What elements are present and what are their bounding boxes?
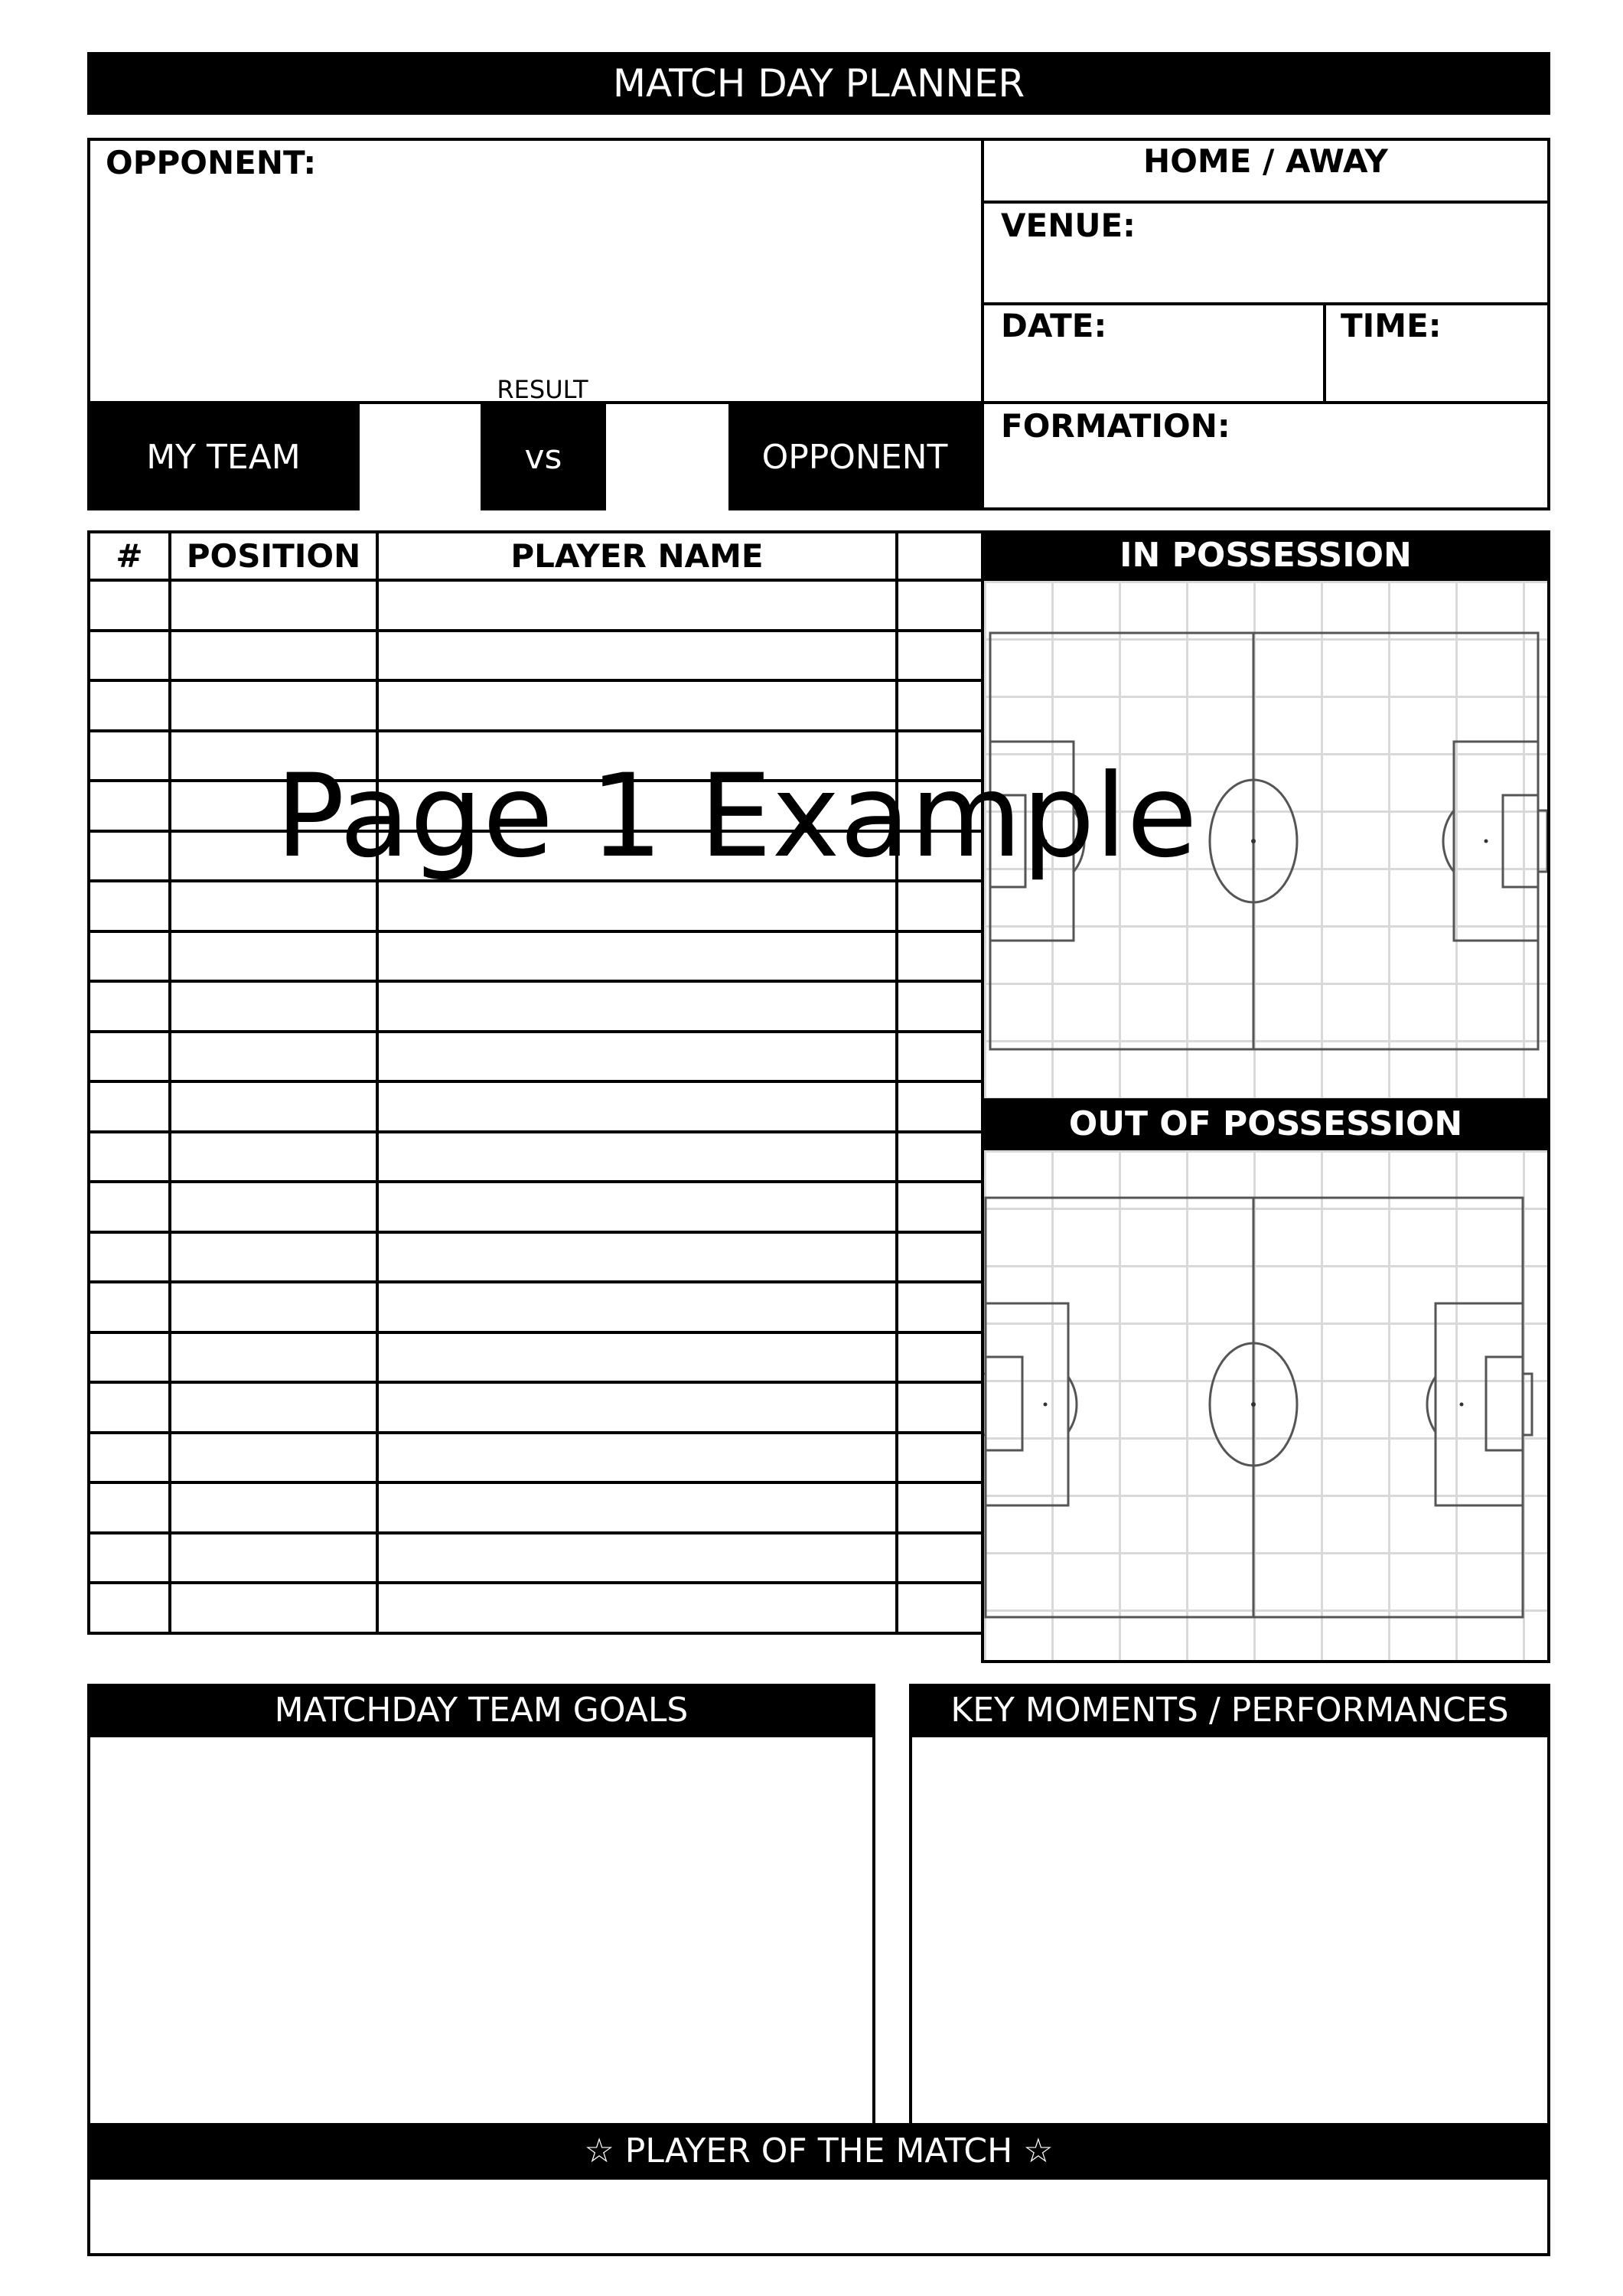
player-name-cell[interactable] bbox=[377, 781, 897, 831]
player-name-cell[interactable] bbox=[377, 981, 897, 1032]
number-cell[interactable] bbox=[89, 831, 170, 882]
extra-cell[interactable] bbox=[897, 881, 983, 931]
position-cell[interactable] bbox=[170, 1382, 377, 1433]
roster-row bbox=[89, 881, 983, 931]
number-cell[interactable] bbox=[89, 1382, 170, 1433]
roster-row bbox=[89, 1232, 983, 1283]
player-of-the-match-field[interactable] bbox=[87, 2177, 1550, 2256]
position-cell[interactable] bbox=[170, 831, 377, 882]
position-cell[interactable] bbox=[170, 580, 377, 631]
player-name-cell[interactable] bbox=[377, 1433, 897, 1483]
player-name-cell[interactable] bbox=[377, 931, 897, 982]
result-label: RESULT bbox=[497, 375, 588, 404]
position-cell[interactable] bbox=[170, 1533, 377, 1583]
extra-cell[interactable] bbox=[897, 1382, 983, 1433]
extra-cell[interactable] bbox=[897, 1533, 983, 1583]
player-name-cell[interactable] bbox=[377, 1081, 897, 1132]
roster-row bbox=[89, 1433, 983, 1483]
number-cell[interactable] bbox=[89, 1433, 170, 1483]
out-of-possession-pitch[interactable] bbox=[984, 1150, 1547, 1660]
player-name-cell[interactable] bbox=[377, 1182, 897, 1232]
roster-row bbox=[89, 1533, 983, 1583]
roster-row bbox=[89, 1583, 983, 1633]
roster-row bbox=[89, 1332, 983, 1383]
number-cell[interactable] bbox=[89, 1332, 170, 1383]
roster-row bbox=[89, 1132, 983, 1182]
roster-row bbox=[89, 1482, 983, 1533]
roster-row bbox=[89, 981, 983, 1032]
position-cell[interactable] bbox=[170, 1583, 377, 1633]
player-name-cell[interactable] bbox=[377, 1032, 897, 1082]
position-cell[interactable] bbox=[170, 1332, 377, 1383]
extra-cell[interactable] bbox=[897, 680, 983, 731]
roster-row bbox=[89, 731, 983, 781]
position-cell[interactable] bbox=[170, 731, 377, 781]
player-name-column-header: PLAYER NAME bbox=[377, 532, 897, 580]
position-column-header: POSITION bbox=[170, 532, 377, 580]
extra-cell[interactable] bbox=[897, 1332, 983, 1383]
opponent-field[interactable] bbox=[90, 191, 981, 398]
extra-cell[interactable] bbox=[897, 931, 983, 982]
in-possession-header: IN POSSESSION bbox=[981, 530, 1550, 581]
roster-row bbox=[89, 1382, 983, 1433]
player-name-cell[interactable] bbox=[377, 1583, 897, 1633]
opponent-team-label: OPPONENT bbox=[728, 404, 981, 510]
venue-field[interactable] bbox=[984, 204, 1547, 302]
player-name-cell[interactable] bbox=[377, 881, 897, 931]
key-moments-header: KEY MOMENTS / PERFORMANCES bbox=[909, 1684, 1550, 1737]
extra-cell[interactable] bbox=[897, 631, 983, 681]
number-cell[interactable] bbox=[89, 1132, 170, 1182]
roster-row bbox=[89, 1081, 983, 1132]
extra-cell[interactable] bbox=[897, 580, 983, 631]
team-goals-field[interactable] bbox=[90, 1737, 872, 2123]
extra-cell[interactable] bbox=[897, 1032, 983, 1082]
position-cell[interactable] bbox=[170, 1132, 377, 1182]
number-cell[interactable] bbox=[89, 580, 170, 631]
venue-label: VENUE: bbox=[1001, 207, 1136, 244]
player-name-cell[interactable] bbox=[377, 1332, 897, 1383]
my-team-score[interactable] bbox=[360, 404, 481, 510]
extra-cell[interactable] bbox=[897, 1583, 983, 1633]
roster-table bbox=[87, 530, 984, 1635]
roster-row bbox=[89, 631, 983, 681]
time-label: TIME: bbox=[1341, 307, 1442, 344]
date-field[interactable] bbox=[984, 305, 1323, 402]
position-cell[interactable] bbox=[170, 781, 377, 831]
position-cell[interactable] bbox=[170, 1032, 377, 1082]
extra-cell[interactable] bbox=[897, 1282, 983, 1332]
key-moments-field[interactable] bbox=[912, 1737, 1547, 2123]
player-name-cell[interactable] bbox=[377, 1482, 897, 1533]
opponent-score[interactable] bbox=[606, 404, 728, 510]
extra-cell[interactable] bbox=[897, 731, 983, 781]
formation-field[interactable] bbox=[984, 404, 1547, 507]
pitch-markings bbox=[984, 581, 1547, 1098]
team-goals-header: MATCHDAY TEAM GOALS bbox=[87, 1684, 875, 1737]
page-title: MATCH DAY PLANNER bbox=[87, 52, 1550, 115]
position-cell[interactable] bbox=[170, 931, 377, 982]
number-cell[interactable] bbox=[89, 1583, 170, 1633]
vs-label: vs bbox=[481, 404, 606, 510]
position-cell[interactable] bbox=[170, 1081, 377, 1132]
position-cell[interactable] bbox=[170, 881, 377, 931]
extra-cell[interactable] bbox=[897, 1182, 983, 1232]
roster-row bbox=[89, 1032, 983, 1082]
player-name-cell[interactable] bbox=[377, 1282, 897, 1332]
number-column-header: # bbox=[89, 532, 170, 580]
date-label: DATE: bbox=[1001, 307, 1107, 344]
player-name-cell[interactable] bbox=[377, 1132, 897, 1182]
number-cell[interactable] bbox=[89, 1482, 170, 1533]
extra-column-header bbox=[897, 532, 983, 580]
number-cell[interactable] bbox=[89, 1533, 170, 1583]
roster-row bbox=[89, 580, 983, 631]
position-cell[interactable] bbox=[170, 981, 377, 1032]
player-name-cell[interactable] bbox=[377, 1382, 897, 1433]
extra-cell[interactable] bbox=[897, 1433, 983, 1483]
number-cell[interactable] bbox=[89, 1081, 170, 1132]
extra-cell[interactable] bbox=[897, 1132, 983, 1182]
player-name-cell[interactable] bbox=[377, 1232, 897, 1283]
player-name-cell[interactable] bbox=[377, 680, 897, 731]
in-possession-pitch[interactable] bbox=[984, 581, 1547, 1098]
position-cell[interactable] bbox=[170, 1433, 377, 1483]
number-cell[interactable] bbox=[89, 1282, 170, 1332]
number-cell[interactable] bbox=[89, 1232, 170, 1283]
watermark-text: Page 1 Example bbox=[275, 750, 1198, 883]
position-cell[interactable] bbox=[170, 631, 377, 681]
formation-label: FORMATION: bbox=[1001, 407, 1230, 445]
extra-cell[interactable] bbox=[897, 1232, 983, 1283]
position-cell[interactable] bbox=[170, 1282, 377, 1332]
player-of-the-match-header: ☆ PLAYER OF THE MATCH ☆ bbox=[87, 2123, 1550, 2180]
extra-cell[interactable] bbox=[897, 781, 983, 831]
roster-row bbox=[89, 831, 983, 882]
pitch-markings bbox=[984, 1150, 1547, 1660]
position-cell[interactable] bbox=[170, 1482, 377, 1533]
position-cell[interactable] bbox=[170, 1182, 377, 1232]
opponent-label: OPPONENT: bbox=[106, 144, 317, 181]
extra-cell[interactable] bbox=[897, 831, 983, 882]
player-name-cell[interactable] bbox=[377, 831, 897, 882]
my-team-label: MY TEAM bbox=[87, 404, 360, 510]
roster-row bbox=[89, 680, 983, 731]
number-cell[interactable] bbox=[89, 881, 170, 931]
player-name-cell[interactable] bbox=[377, 631, 897, 681]
number-cell[interactable] bbox=[89, 981, 170, 1032]
number-cell[interactable] bbox=[89, 931, 170, 982]
number-cell[interactable] bbox=[89, 781, 170, 831]
roster-row bbox=[89, 781, 983, 831]
roster-row bbox=[89, 1182, 983, 1232]
roster-header-row bbox=[89, 532, 983, 580]
position-cell[interactable] bbox=[170, 1232, 377, 1283]
number-cell[interactable] bbox=[89, 1032, 170, 1082]
player-name-cell[interactable] bbox=[377, 580, 897, 631]
extra-cell[interactable] bbox=[897, 1482, 983, 1533]
time-field[interactable] bbox=[1326, 305, 1547, 402]
player-name-cell[interactable] bbox=[377, 731, 897, 781]
number-cell[interactable] bbox=[89, 631, 170, 681]
roster-row bbox=[89, 931, 983, 982]
out-of-possession-header: OUT OF POSSESSION bbox=[981, 1098, 1550, 1150]
extra-cell[interactable] bbox=[897, 981, 983, 1032]
player-name-cell[interactable] bbox=[377, 1533, 897, 1583]
roster-row bbox=[89, 1282, 983, 1332]
number-cell[interactable] bbox=[89, 680, 170, 731]
position-cell[interactable] bbox=[170, 680, 377, 731]
extra-cell[interactable] bbox=[897, 1081, 983, 1132]
number-cell[interactable] bbox=[89, 731, 170, 781]
home-away-label: HOME / AWAY bbox=[1143, 142, 1388, 180]
number-cell[interactable] bbox=[89, 1182, 170, 1232]
